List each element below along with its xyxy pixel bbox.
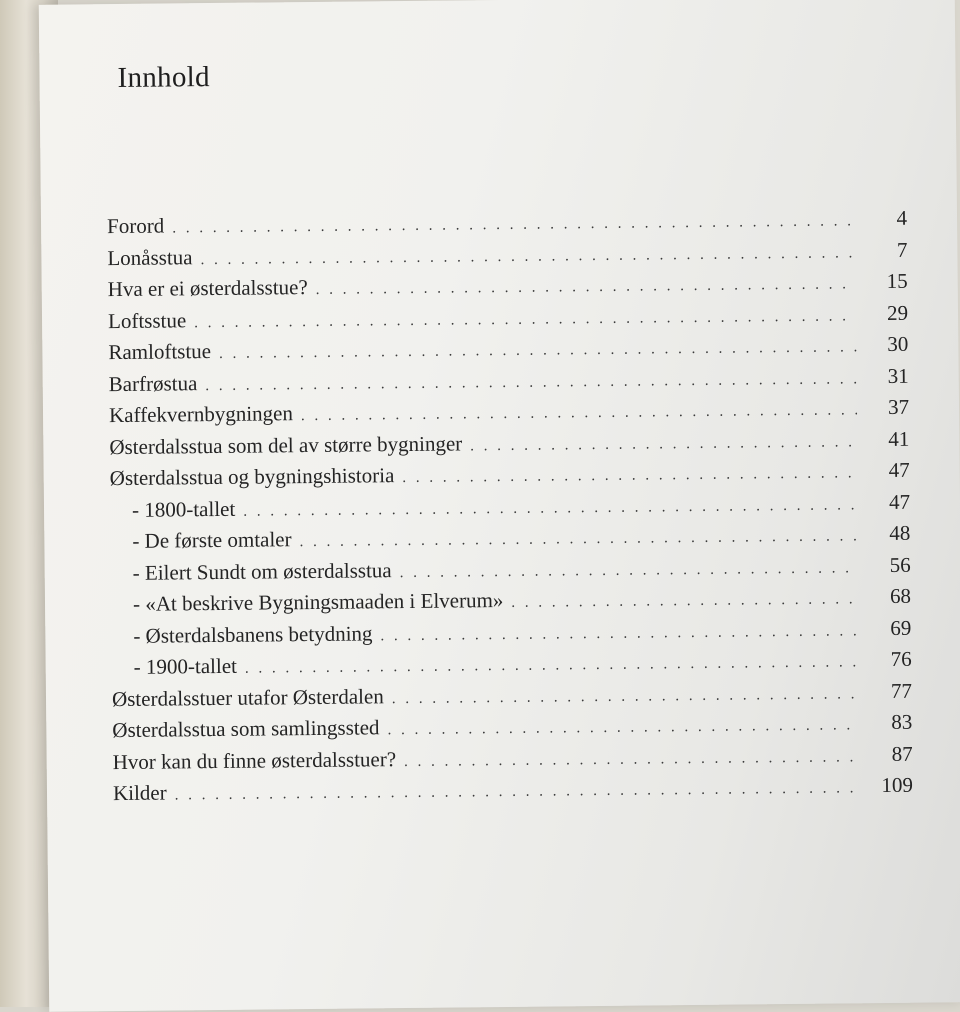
dot-leader: [387, 717, 860, 739]
dot-leader: [301, 402, 857, 425]
toc-entry-page-number: 31: [887, 363, 909, 388]
toc-entry-page-number: 47: [888, 457, 910, 482]
dot-leader: [402, 465, 858, 487]
dot-leader: [172, 213, 855, 237]
dot-leader: [511, 591, 859, 612]
dot-leader: [245, 654, 860, 677]
toc-entry-label: Østerdalsstua som del av større bygninger: [109, 430, 463, 459]
toc-entry-label: Ramloftstue: [108, 339, 212, 365]
dot-leader: [316, 276, 856, 299]
toc-entry-label: Loftsstue: [107, 307, 187, 333]
toc-entry-label: Barfrøstua: [108, 370, 198, 396]
table-of-contents: [107, 206, 913, 813]
dot-leader: [299, 528, 858, 551]
toc-entry-page-number: 37: [887, 394, 910, 419]
toc-entry-label: Hva er ei østerdalsstue?: [107, 275, 308, 302]
toc-entry-page-number: 69: [890, 615, 912, 640]
toc-entry-page-number: 4: [896, 205, 908, 230]
toc-entry-label: Lonåsstua: [107, 244, 193, 270]
toc-entry-page-number: 77: [890, 678, 913, 703]
dot-leader: [400, 560, 859, 582]
toc-entry-label: Østerdalsstua som samlingssted: [112, 715, 380, 743]
toc-entry-label: Østerdalsstuer utafor Østerdalen: [111, 683, 384, 711]
dot-leader: [194, 308, 856, 332]
dot-leader: [470, 434, 857, 455]
toc-entry-page-number: 109: [881, 772, 914, 798]
toc-entry-page-number: 41: [888, 426, 910, 451]
dot-leader: [243, 497, 858, 520]
toc-entry-label: - De første omtaler: [132, 527, 292, 553]
dot-leader: [175, 780, 861, 804]
dot-leader: [205, 371, 857, 395]
toc-entry-label: - 1900-tallet: [133, 653, 238, 679]
toc-entry-page-number: 30: [887, 331, 909, 356]
dot-leader: [380, 623, 859, 645]
page-title: Innhold: [117, 61, 211, 95]
toc-entry-label: - 1800-tallet: [131, 496, 236, 522]
toc-entry-page-number: 47: [888, 489, 911, 514]
toc-entry-page-number: 83: [891, 709, 913, 734]
dot-leader: [219, 339, 856, 363]
toc-entry-page-number: 29: [886, 300, 909, 325]
book-page: [39, 0, 960, 1012]
dot-leader: [201, 245, 856, 269]
toc-entry-label: Forord: [106, 213, 165, 239]
toc-entry-label: Østerdalsstua og bygningshistoria: [109, 463, 395, 491]
toc-entry-page-number: 7: [896, 237, 908, 262]
toc-entry-page-number: 76: [890, 646, 912, 671]
toc-entry-label: - Eilert Sundt om østerdalsstua: [132, 557, 392, 585]
toc-entry-page-number: 48: [889, 520, 911, 545]
toc-entry-label: - Østerdalsbanens betydning: [133, 620, 373, 648]
toc-entry-page-number: 56: [889, 552, 911, 577]
toc-entry-page-number: 68: [889, 583, 912, 608]
toc-entry-label: Kilder: [112, 780, 167, 806]
dot-leader: [404, 749, 861, 771]
toc-entry-label: - «At beskrive Bygningsmaaden i Elverum»: [132, 587, 504, 616]
toc-entry-label: Kaffekvernbygningen: [108, 401, 294, 428]
toc-entry-label: Hvor kan du finne østerdalsstuer?: [112, 746, 397, 774]
dot-leader: [392, 686, 860, 708]
toc-entry-page-number: 87: [891, 741, 913, 766]
toc-entry-page-number: 15: [886, 268, 908, 293]
